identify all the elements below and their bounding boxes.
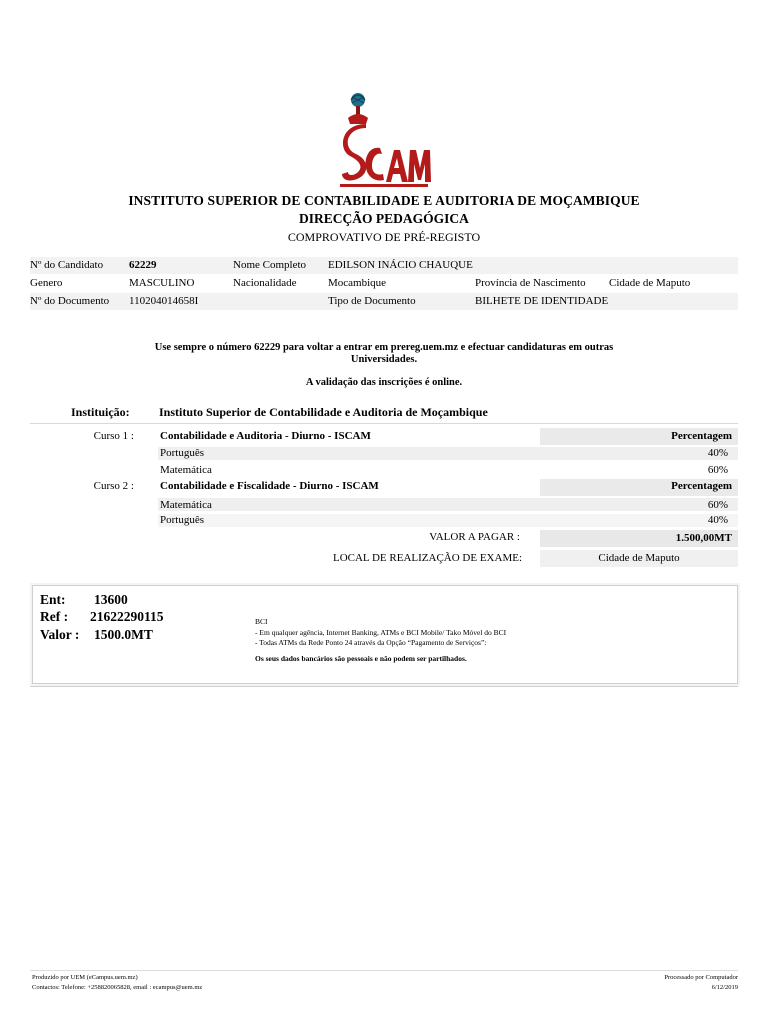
document-type-label: Tipo de Documento <box>328 295 416 307</box>
notice-line: Use sempre o número 62229 para voltar a entrar em prereg.uem.mz e efectuar candidaturas em outras <box>154 342 614 353</box>
privacy-note: Os seus dados bancários são pessoais e não podem ser partilhados. <box>255 654 467 663</box>
course-1-name: Contabilidade e Auditoria - Diurno - ISCAM <box>160 430 371 442</box>
nationality-label: Nacionalidade <box>233 277 297 289</box>
exam-location-label: LOCAL DE REALIZAÇÃO DE EXAME: <box>332 552 522 564</box>
gender: MASCULINO <box>129 277 195 289</box>
footer-contacts: Contactos: Telefone: +258820065828, email : ecampus@uem.mz <box>32 984 203 991</box>
document-title: COMPROVATIVO DE PRÉ-REGISTO <box>287 230 481 244</box>
iscam-logo <box>336 88 432 194</box>
course-2-percent-header: Percentagem <box>671 480 732 492</box>
divider <box>30 686 738 687</box>
institute-title: INSTITUTO SUPERIOR DE CONTABILIDADE E AUDITORIA DE MOÇAMBIQUE <box>128 193 640 208</box>
footer-divider <box>30 970 738 971</box>
subject-percent: 40% <box>707 514 728 526</box>
exam-location: Cidade de Maputo <box>598 552 680 564</box>
entity-value: 13600 <box>94 592 128 607</box>
subject-percent: 40% <box>707 447 728 459</box>
subject-percent: 60% <box>707 464 728 476</box>
footer-processed-by: Processado por Computador <box>664 974 738 981</box>
amount-label: VALOR A PAGAR : <box>429 531 520 543</box>
birth-province-label: Província de Nascimento <box>475 277 586 289</box>
subject-name: Português <box>160 447 204 459</box>
document-number: 110204014658I <box>129 295 199 307</box>
course-2-label: Curso 2 : <box>93 480 134 492</box>
divider <box>30 423 738 424</box>
full-name-label: Nome Completo <box>233 259 307 271</box>
subject-percent: 60% <box>707 499 728 511</box>
payment-instruction: - Todas ATMs da Rede Ponto 24 através da Opção “Pagamento de Serviços”: <box>255 638 487 647</box>
subject-name: Matemática <box>160 464 212 476</box>
document-number-label: Nº do Documento <box>30 295 110 307</box>
institution-name: Instituto Superior de Contabilidade e Auditoria de Moçambique <box>159 405 488 419</box>
footer-date: 6/12/2019 <box>711 984 738 991</box>
candidate-number: 62229 <box>129 259 157 271</box>
validation-notice: A validação das inscrições é online. <box>305 377 463 388</box>
value-label: Valor : <box>40 627 80 642</box>
amount-value: 1.500,00MT <box>675 532 732 544</box>
value-amount: 1500.0MT <box>94 627 153 642</box>
candidate-number-label: Nº do Candidato <box>30 259 104 271</box>
course-1-percent-header: Percentagem <box>671 430 732 442</box>
reference-value: 21622290115 <box>90 609 164 624</box>
notice-line: Universidades. <box>350 354 418 365</box>
document-type: BILHETE DE IDENTIDADE <box>475 295 609 307</box>
birth-province: Cidade de Maputo <box>609 277 691 289</box>
course-1-label: Curso 1 : <box>93 430 134 442</box>
department-title: DIRECÇÃO PEDAGÓGICA <box>299 211 469 226</box>
bank-name: BCI <box>255 617 268 626</box>
footer-produced-by: Produzido por UEM (eCampus.uem.mz) <box>32 974 138 981</box>
subject-name: Português <box>160 514 204 526</box>
course-2-name: Contabilidade e Fiscalidade - Diurno - ISCAM <box>160 480 379 492</box>
reference-label: Ref : <box>40 609 69 624</box>
institution-label: Instituição: <box>71 405 130 419</box>
subject-name: Matemática <box>160 499 212 511</box>
payment-instruction: - Em qualquer agência, Internet Banking, ATMs e BCI Mobile/ Tako Móvel do BCI <box>255 628 507 637</box>
gender-label: Genero <box>30 277 63 289</box>
entity-label: Ent: <box>40 592 66 607</box>
nationality: Mocambique <box>328 277 387 289</box>
full-name: EDILSON INÁCIO CHAUQUE <box>328 259 473 271</box>
